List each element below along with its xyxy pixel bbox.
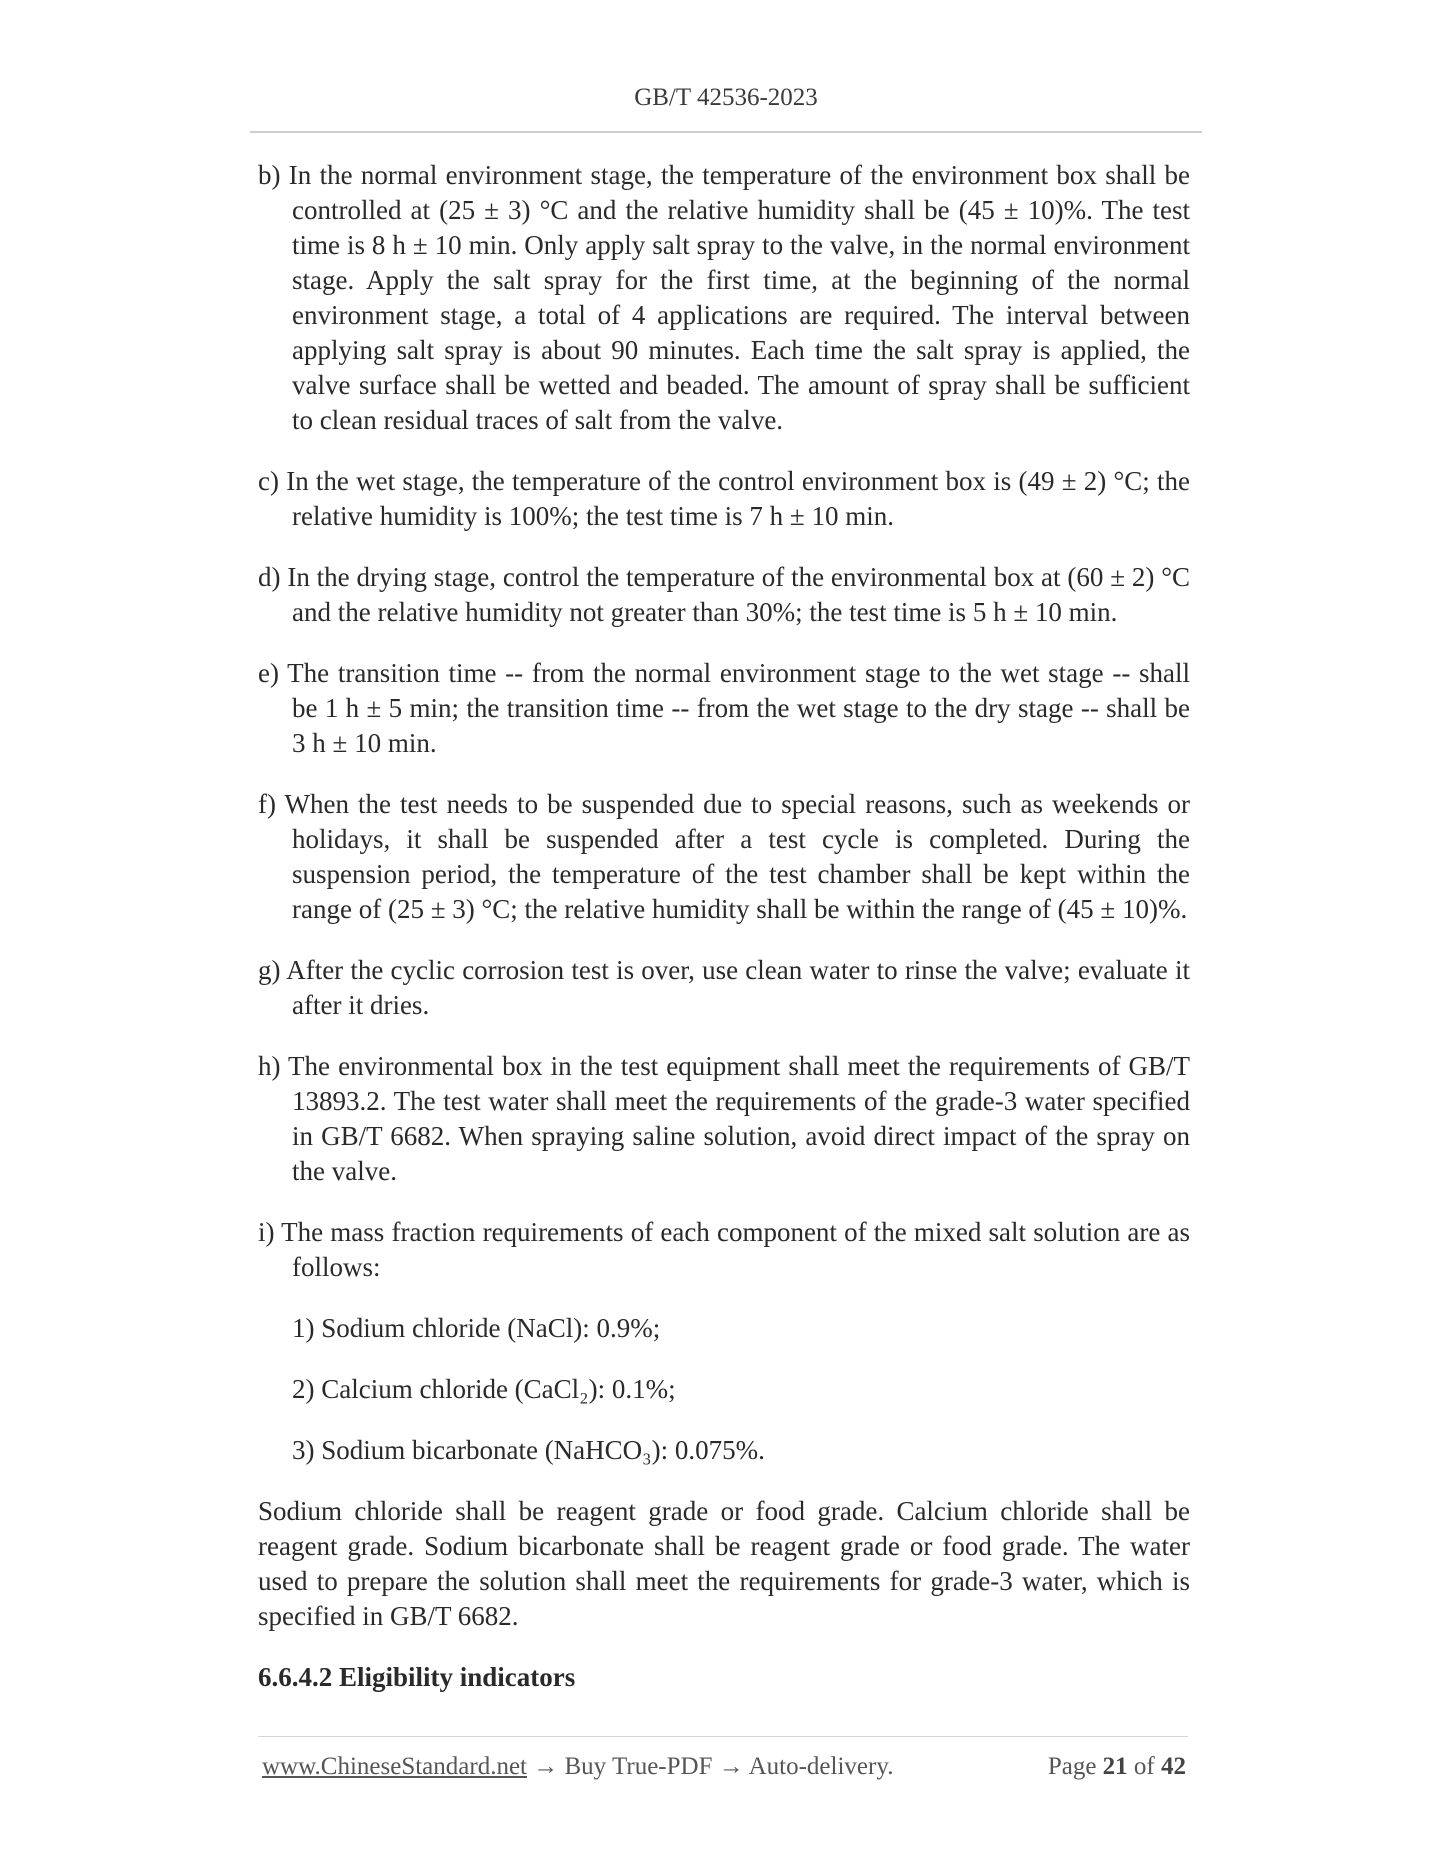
document-body — [258, 158, 1190, 1695]
list-item-e: e) The transition time -- from the normal environment stage to the wet stage -- shall be 1 h ± 5 min; the transition time -- from the wet stage to the dry stage -- shall be 3 h ± 10 min. — [258, 658, 1190, 758]
list-item-d: d) In the drying stage, control the temperature of the environmental box at (60 ± 2) °C and the relative humidity not greater than 30%; the test time is 5 h ± 10 min. — [258, 562, 1190, 627]
page-indicator — [1048, 1753, 1186, 1781]
page-word: Page — [1047, 1753, 1097, 1780]
list-item-i: i) The mass fraction requirements of each component of the mixed salt solution are as follows: — [258, 1217, 1190, 1282]
list-item-c: c) In the wet stage, the temperature of the control environment box is (49 ± 2) °C; the relative humidity is 100%; the test time is 7 h ± 10 min. — [258, 466, 1190, 531]
list-item-f: f) When the test needs to be suspended due to special reasons, such as weekends or holidays, it shall be suspended after a test cycle is completed. During the suspension period, the temperature of the test chamber shall be kept within the range of (25 ± 3) °C; the relative humidity shall be within the range of (45 ± 10)%. — [258, 789, 1190, 924]
sub-item-calcium-chloride: 2) Calcium chloride (CaCl₂): 0.1%; — [292, 1374, 676, 1404]
of-word: of — [1133, 1753, 1155, 1780]
sub-item-sodium-bicarbonate: 3) Sodium bicarbonate (NaHCO₃): 0.075%. — [292, 1435, 765, 1465]
footer-divider — [258, 1736, 1188, 1737]
list-item-b: b) In the normal environment stage, the temperature of the environment box shall be controlled at (25 ± 3) °C and the relative humidity shall be (45 ± 10)%. The test time is 8 h ± 10 min. Only apply salt spray to the valve, in the normal environment stage. Apply the salt spray for the first time, at the beginning of the normal environment stage, a total of 4 applications are required. The interval between applying salt spray is about 90 minutes. Each time the salt spray is applied, the valve surface shall be wetted and beaded. The amount of spray shall be sufficient to clean residual traces of salt from the valve. — [258, 160, 1190, 435]
footer-promo: → Buy True-PDF → Auto-delivery. — [527, 1753, 894, 1780]
page-header: GB/T 42536-2023 — [634, 84, 818, 111]
header-divider — [250, 131, 1202, 133]
page-total: 42 — [1161, 1753, 1186, 1780]
page-footer — [262, 1753, 1186, 1781]
grade-requirements-paragraph: Sodium chloride shall be reagent grade or food grade. Calcium chloride shall be reagent grade. Sodium bicarbonate shall be reagent grade or food grade. The water used to prepare the solution shall meet the requirements for grade-3 water, which is specified in GB/T 6682. — [258, 1496, 1190, 1631]
site-link[interactable]: www.ChineseStandard.net — [262, 1753, 527, 1780]
footer-left — [262, 1753, 893, 1781]
page-number: 21 — [1102, 1753, 1128, 1780]
list-item-h: h) The environmental box in the test equipment shall meet the requirements of GB/T 13893.2. The test water shall meet the requirements of the grade-3 water specified in GB/T 6682. When spraying saline solution, avoid direct impact of the spray on the valve. — [258, 1051, 1190, 1186]
section-heading: 6.6.4.2 Eligibility indicators — [258, 1662, 576, 1692]
sub-item-sodium-chloride: 1) Sodium chloride (NaCl): 0.9%; — [292, 1313, 661, 1343]
list-item-g: g) After the cyclic corrosion test is over, use clean water to rinse the valve; evaluate it after it dries. — [258, 955, 1190, 1020]
